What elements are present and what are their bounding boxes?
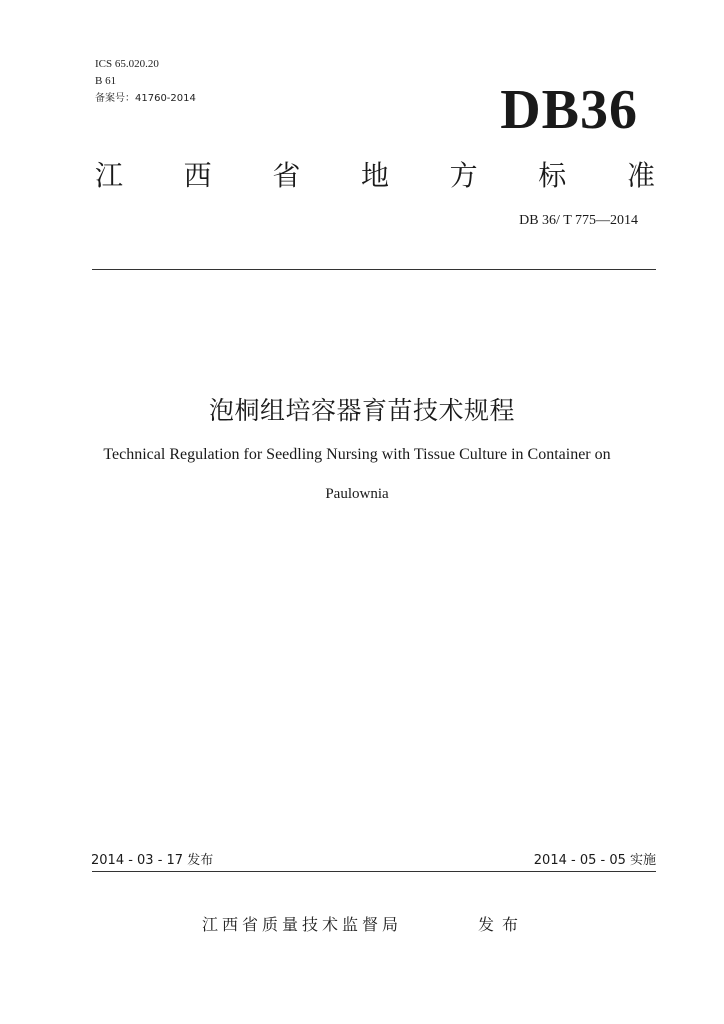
issue-date: 2014 - 03 - 17 发布 <box>91 853 214 868</box>
standard-number: DB 36/ T 775—2014 <box>519 213 638 228</box>
standard-code-logo: DB36 <box>500 79 638 141</box>
ics-code: ICS 65.020.20 <box>95 58 159 70</box>
document-title-chinese: 泡桐组培容器育苗技术规程 <box>208 396 515 425</box>
implementation-date: 2014 - 05 - 05 实施 <box>533 853 656 868</box>
record-number: 备案号：41760-2014 <box>95 93 196 104</box>
standard-type-char: 西 <box>183 159 212 192</box>
document-title-english-line2: Paulownia <box>325 486 389 502</box>
standard-type-char: 准 <box>626 159 655 192</box>
ccs-code: B 61 <box>95 75 117 87</box>
standard-type-char: 方 <box>449 159 478 192</box>
standard-type-heading <box>95 156 655 196</box>
top-divider <box>92 269 656 270</box>
standard-type-char: 标 <box>538 159 567 192</box>
classification-block <box>95 56 196 107</box>
publisher-name: 江西省质量技术监督局 <box>202 915 403 934</box>
bottom-divider <box>92 871 656 872</box>
document-title-english-line1: Technical Regulation for Seedling Nursing with Tissue Culture in Container on <box>103 446 611 463</box>
standard-type-char: 地 <box>360 159 389 192</box>
standard-type-char: 省 <box>272 159 301 192</box>
publish-label: 发布 <box>478 915 527 934</box>
standard-type-char: 江 <box>95 159 124 192</box>
